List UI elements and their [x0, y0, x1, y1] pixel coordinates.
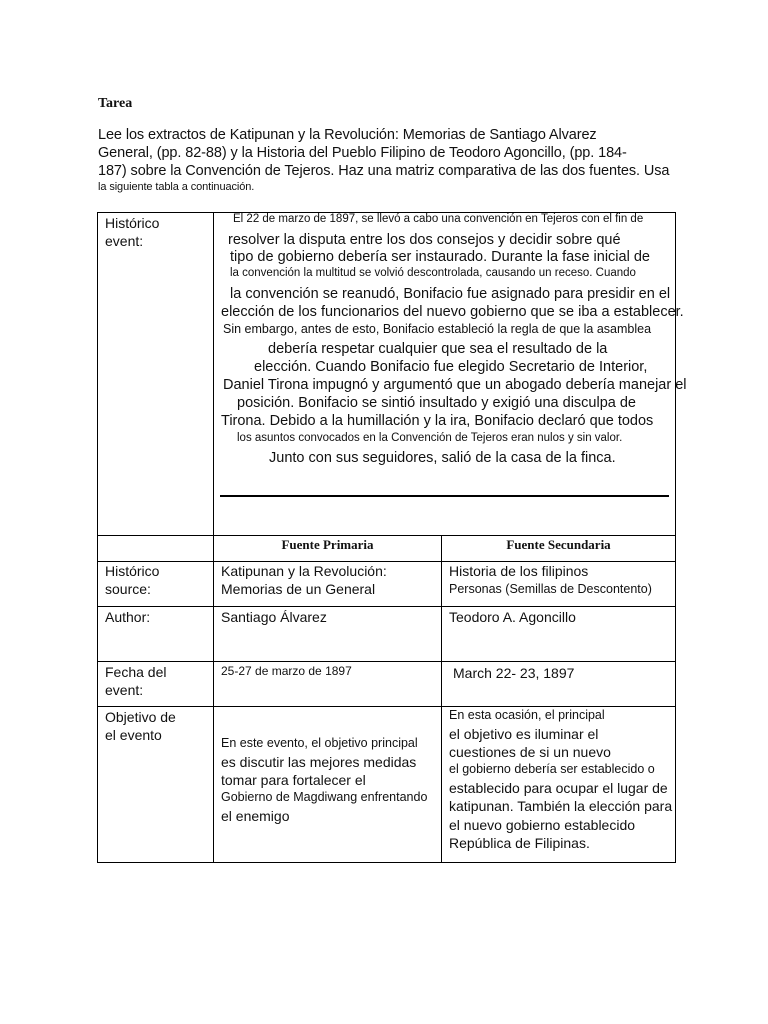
objective-secondary-line: cuestiones de si un nuevo: [449, 744, 611, 760]
date-primary: 25-27 de marzo de 1897: [221, 664, 352, 678]
date-label-line: event:: [105, 682, 144, 698]
author-secondary: Teodoro A. Agoncillo: [449, 609, 576, 625]
event-text-line: debería respetar cualquier que sea el resultado de la: [268, 341, 608, 357]
objective-secondary-line: el objetivo es iluminar el: [449, 726, 599, 742]
objective-primary-line: tomar para fortalecer el: [221, 772, 366, 788]
event-text-line: los asuntos convocados en la Convención de Tejeros eran nulos y sin valor.: [237, 432, 623, 444]
intro-line: la siguiente tabla a continuación.: [98, 181, 255, 193]
source-secondary: [449, 562, 652, 598]
source-primary-line: Memorias de un General: [221, 581, 376, 597]
source-secondary-line: Historia de los filipinos: [449, 563, 589, 579]
objective-secondary-line: En esta ocasión, el principal: [449, 708, 605, 722]
objective-primary-line: es discutir las mejores medidas: [221, 754, 417, 770]
objective-primary-line: el enemigo: [221, 808, 290, 824]
objective-secondary-line: katipunan. También la elección para: [449, 798, 673, 814]
date-secondary: March 22- 23, 1897: [453, 665, 575, 681]
source-secondary-line: Personas (Semillas de Descontento): [449, 582, 652, 596]
event-text-line: posición. Bonifacio se sintió insultado y exigió una disculpa de: [237, 395, 636, 411]
source-primary-line: Katipunan y la Revolución:: [221, 563, 387, 579]
event-text-line: Sin embargo, antes de esto, Bonifacio estableció la regla de que la asamblea: [223, 322, 652, 336]
objective-secondary-line: establecido para ocupar el lugar de: [449, 780, 668, 796]
event-text-line: elección. Cuando Bonifacio fue elegido Secretario de Interior,: [254, 359, 648, 375]
event-text-line: resolver la disputa entre los dos consejos y decidir sobre qué: [228, 232, 621, 248]
event-label-line: event:: [105, 233, 144, 249]
objective-primary-line: Gobierno de Magdiwang enfrentando: [221, 790, 428, 804]
objective-label: [105, 708, 176, 744]
intro-line: Lee los extractos de Katipunan y la Revolución: Memorias de Santiago Alvarez: [98, 127, 597, 143]
objective-secondary-line: el nuevo gobierno establecido: [449, 817, 636, 833]
objective-primary-line: En este evento, el objetivo principal: [221, 736, 418, 750]
intro-line: 187) sobre la Convención de Tejeros. Haz una matriz comparativa de las dos fuentes. Usa: [98, 163, 670, 179]
event-text-line: tipo de gobierno debería ser instaurado. Durante la fase inicial de: [230, 249, 650, 265]
date-label-line: Fecha del: [105, 664, 167, 680]
header-secondary-source: Fuente Secundaria: [506, 537, 611, 552]
author-label: Author:: [105, 609, 151, 625]
objective-secondary-line: República de Filipinas.: [449, 835, 590, 851]
event-text-line: El 22 de marzo de 1897, se llevó a cabo una convención en Tejeros con el fin de: [233, 213, 644, 225]
event-text-line: la convención la multitud se volvió descontrolada, causando un receso. Cuando: [230, 267, 636, 279]
page-title: Tarea: [98, 96, 133, 111]
event-text-line: Daniel Tirona impugnó y argumentó que un abogado debería manejar el: [223, 377, 687, 393]
event-label: [105, 214, 159, 250]
intro-line: General, (pp. 82-88) y la Historia del Pueblo Filipino de Teodoro Agoncillo, (pp. 184-: [98, 145, 627, 161]
event-label-line: Histórico: [105, 215, 160, 231]
event-text-line: Junto con sus seguidores, salió de la casa de la finca.: [269, 450, 616, 466]
source-label-line: Histórico: [105, 563, 160, 579]
date-label: [105, 663, 166, 699]
source-label: [105, 562, 159, 598]
objective-secondary-line: el gobierno debería ser establecido o: [449, 762, 655, 776]
author-primary: Santiago Álvarez: [221, 609, 327, 625]
source-label-line: source:: [105, 581, 151, 597]
event-text-line: la convención se reanudó, Bonifacio fue asignado para presidir en el: [230, 286, 671, 302]
source-primary: [221, 562, 387, 598]
objective-label-line: el evento: [105, 727, 162, 743]
objective-label-line: Objetivo de: [105, 709, 176, 725]
header-primary-source: Fuente Primaria: [281, 537, 374, 552]
event-text-line: elección de los funcionarios del nuevo gobierno que se iba a establecer.: [221, 304, 684, 320]
event-text-line: Tirona. Debido a la humillación y la ira, Bonifacio declaró que todos: [221, 413, 654, 429]
